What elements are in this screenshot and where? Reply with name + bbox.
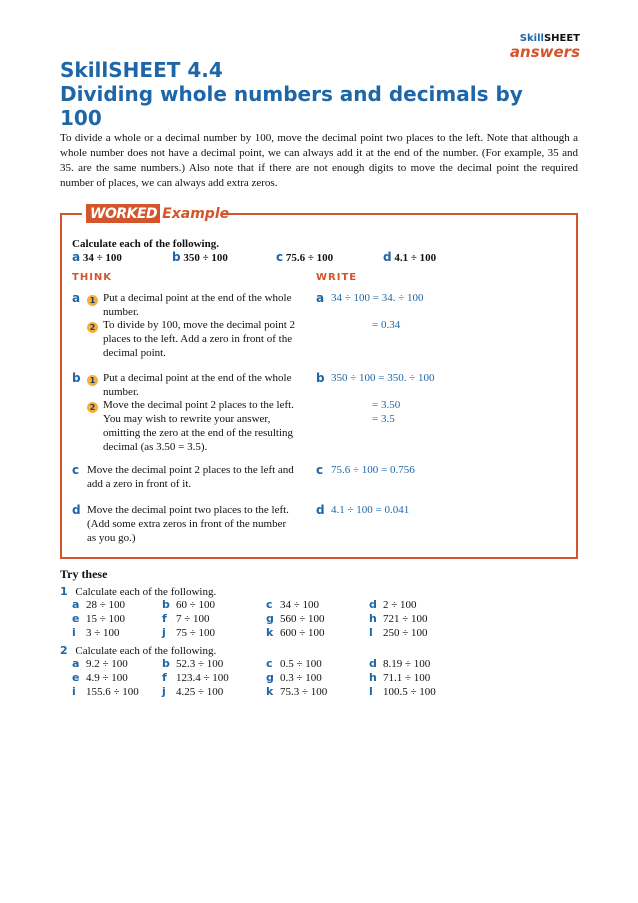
part-d-think: Move the decimal point two places to the left. (Add some extra zeros in front of the number as you go.) <box>87 504 289 544</box>
part-b-write-1: 350 ÷ 100 = 350. ÷ 100 <box>331 372 435 384</box>
problem-text: 4.1 ÷ 100 <box>394 252 437 264</box>
exercise-item <box>369 685 436 699</box>
part-d-label: d <box>72 503 81 517</box>
exercise-item <box>72 685 139 699</box>
part-a-write-2: = 0.34 <box>372 319 401 331</box>
part-d-write-label: d <box>316 503 325 517</box>
exercise-text: 7 ÷ 100 <box>176 613 210 625</box>
part-a-write-label: a <box>316 291 325 305</box>
exercise-item <box>266 598 319 612</box>
brand-skill: Skill <box>519 33 544 44</box>
problem-label: d <box>383 250 392 264</box>
part-a-step-2: To divide by 100, move the decimal point 2 places to the left. Add a zero in front of the decimal point. <box>103 319 296 359</box>
exercise-item <box>72 612 125 626</box>
question-number: 1 <box>60 585 68 598</box>
exercise-label: f <box>162 612 167 625</box>
exercise-label: j <box>162 685 166 698</box>
exercise-text: 250 ÷ 100 <box>383 627 428 639</box>
part-a-step-1: Put a decimal point at the end of the whole number. <box>103 292 292 318</box>
exercise-item <box>162 612 210 626</box>
problem-text: 75.6 ÷ 100 <box>285 252 334 264</box>
exercise-label: a <box>72 598 80 611</box>
exercise-label: g <box>266 671 274 684</box>
exercise-text: 9.2 ÷ 100 <box>86 658 128 670</box>
problem-label: a <box>72 250 81 264</box>
exercise-label: d <box>369 657 377 670</box>
exercise-label: j <box>162 626 166 639</box>
part-c-write-1: 75.6 ÷ 100 = 0.756 <box>331 464 415 476</box>
exercise-text: 4.25 ÷ 100 <box>176 686 224 698</box>
exercise-text: 0.3 ÷ 100 <box>280 672 322 684</box>
exercise-label: b <box>162 657 170 670</box>
part-b-label: b <box>72 371 81 385</box>
exercise-text: 2 ÷ 100 <box>383 599 417 611</box>
exercise-label: l <box>369 626 373 639</box>
exercise-text: 15 ÷ 100 <box>86 613 126 625</box>
exercise-label: b <box>162 598 170 611</box>
worked-problem-a <box>72 250 122 265</box>
exercise-item <box>369 657 430 671</box>
exercise-label: k <box>266 685 274 698</box>
skillsheet-answers-logo <box>510 34 580 60</box>
step-1-icon: 1 <box>87 373 98 387</box>
exercise-item <box>369 626 428 640</box>
exercise-label: a <box>72 657 80 670</box>
exercise-label: h <box>369 612 377 625</box>
try-these-heading: Try these <box>60 567 108 581</box>
exercise-text: 75.3 ÷ 100 <box>280 686 328 698</box>
exercise-label: l <box>369 685 373 698</box>
exercise-text: 52.3 ÷ 100 <box>176 658 224 670</box>
title-line-1: SkillSHEET 4.4 <box>60 58 223 82</box>
part-d-write-1: 4.1 ÷ 100 = 0.041 <box>331 504 410 516</box>
part-b-write-3: = 3.5 <box>372 413 395 425</box>
part-b-write-label: b <box>316 371 325 385</box>
problem-text: 34 ÷ 100 <box>82 252 122 264</box>
part-c-think: Move the decimal point 2 places to the left and add a zero in front of it. <box>87 464 294 490</box>
exercise-label: i <box>72 626 76 639</box>
part-b-write-2: = 3.50 <box>372 399 401 411</box>
worked-label: WORKED <box>86 204 160 223</box>
exercise-item <box>266 685 327 699</box>
title-line-2: Dividing whole numbers and decimals by <box>60 82 523 106</box>
exercise-text: 71.1 ÷ 100 <box>383 672 431 684</box>
part-b-step-2: Move the decimal point 2 places to the left. You may wish to rewrite your answer, omitting the zero at the end of the resulting decimal (as 3.50 = 3.5). <box>103 399 294 453</box>
problem-text: 350 ÷ 100 <box>183 252 228 264</box>
worked-instruction: Calculate each of the following. <box>72 238 219 250</box>
worked-problem-b <box>172 250 228 265</box>
exercise-text: 123.4 ÷ 100 <box>176 672 229 684</box>
part-c-write-label: c <box>316 463 324 477</box>
exercise-item <box>162 626 215 640</box>
exercise-label: g <box>266 612 274 625</box>
problem-label: c <box>276 250 284 264</box>
question-number: 2 <box>60 644 68 657</box>
exercise-item <box>72 671 128 685</box>
part-c-label: c <box>72 463 80 477</box>
exercise-text: 34 ÷ 100 <box>280 599 320 611</box>
intro-paragraph: To divide a whole or a decimal number by 100, move the decimal point two places to the left. Note that although a whole number does not have a decimal point, we can always add it at the end of the number. (For example, 35 and 35. are the same numbers.) Also note that if there are not enough digits to move the decimal point the required number of places, we can always add extra zeros. <box>60 132 578 189</box>
exercise-item <box>162 598 215 612</box>
exercise-item <box>72 626 120 640</box>
part-b-step-1: Put a decimal point at the end of the whole number. <box>103 372 292 398</box>
write-header: WRITE <box>316 272 358 283</box>
question-2 <box>60 644 216 658</box>
exercise-text: 600 ÷ 100 <box>280 627 325 639</box>
step-2-icon: 2 <box>87 320 98 334</box>
worked-problem-d <box>383 250 436 265</box>
exercise-label: k <box>266 626 274 639</box>
exercise-text: 0.5 ÷ 100 <box>280 658 322 670</box>
exercise-item <box>162 657 223 671</box>
problem-label: b <box>172 250 181 264</box>
exercise-text: 155.6 ÷ 100 <box>86 686 139 698</box>
exercise-text: 60 ÷ 100 <box>176 599 216 611</box>
step-1-icon: 1 <box>87 293 98 307</box>
exercise-text: 721 ÷ 100 <box>383 613 428 625</box>
exercise-item <box>369 612 428 626</box>
part-a-write-1: 34 ÷ 100 = 34. ÷ 100 <box>331 292 424 304</box>
exercise-text: 560 ÷ 100 <box>280 613 325 625</box>
question-instruction: Calculate each of the following. <box>75 586 217 598</box>
exercise-text: 8.19 ÷ 100 <box>383 658 431 670</box>
worked-example-border-left <box>60 213 82 215</box>
exercise-label: f <box>162 671 167 684</box>
exercise-item <box>369 671 430 685</box>
exercise-label: h <box>369 671 377 684</box>
exercise-item <box>72 598 125 612</box>
exercise-item <box>266 626 325 640</box>
exercise-item <box>266 671 322 685</box>
page-title <box>60 58 560 130</box>
title-line-3: 100 <box>60 106 102 130</box>
exercise-text: 75 ÷ 100 <box>176 627 216 639</box>
exercise-text: 4.9 ÷ 100 <box>86 672 128 684</box>
exercise-item <box>369 598 417 612</box>
exercise-item <box>266 612 325 626</box>
exercise-label: c <box>266 598 273 611</box>
exercise-item <box>266 657 322 671</box>
exercise-text: 28 ÷ 100 <box>86 599 126 611</box>
worked-example-title <box>86 204 229 226</box>
exercise-label: e <box>72 612 80 625</box>
exercise-text: 100.5 ÷ 100 <box>383 686 436 698</box>
brand-sheet: SHEET <box>543 33 580 44</box>
question-1 <box>60 585 216 599</box>
step-2-icon: 2 <box>87 400 98 414</box>
think-header: THINK <box>72 272 113 283</box>
question-instruction: Calculate each of the following. <box>75 645 217 657</box>
exercise-label: d <box>369 598 377 611</box>
worked-example-border-right <box>222 213 578 215</box>
exercise-text: 3 ÷ 100 <box>86 627 120 639</box>
exercise-item <box>72 657 128 671</box>
part-a-label: a <box>72 291 81 305</box>
example-label: Example <box>162 206 230 222</box>
worked-problem-c <box>276 250 333 265</box>
exercise-item <box>162 671 229 685</box>
exercise-item <box>162 685 223 699</box>
exercise-label: c <box>266 657 273 670</box>
brand-answers: answers <box>509 43 580 61</box>
exercise-label: e <box>72 671 80 684</box>
exercise-label: i <box>72 685 76 698</box>
